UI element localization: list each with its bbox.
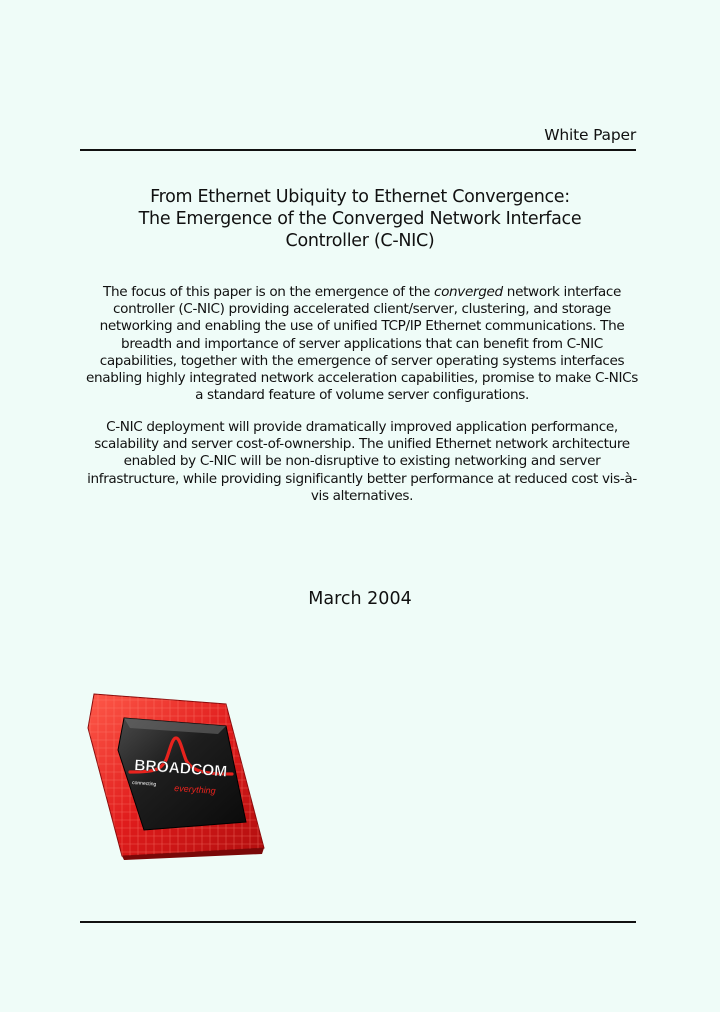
abstract-p1-emphasis: converged xyxy=(433,284,503,300)
broadcom-chip-logo xyxy=(86,688,268,860)
abstract-p1-start: The focus of this paper is on the emergence of the xyxy=(102,284,434,300)
document-type-label: White Paper xyxy=(544,126,636,144)
chip-logo-graphic xyxy=(86,688,268,860)
title-line-1: From Ethernet Ubiquity to Ethernet Convergence: xyxy=(150,187,570,207)
tagline-prefix-text: connecting xyxy=(131,780,157,788)
header-divider xyxy=(80,149,636,151)
broadcom-brand-text: BROADCOM xyxy=(133,757,228,781)
title-line-3: Controller (C-NIC) xyxy=(285,231,435,251)
title-line-2: The Emergence of the Converged Network Interface xyxy=(138,209,582,229)
tagline-main-text: everything xyxy=(173,783,216,796)
paper-title xyxy=(80,186,640,252)
publication-date: March 2004 xyxy=(308,589,412,609)
abstract-p1-end: network interface controller (C-NIC) providing accelerated client/server, clustering, and storage networking and enabling the use of unified TCP/IP Ethernet communications. The breadth and importance of server applications that can benefit from C-NIC capabilities, together with the emergence of server operating systems interfaces enabling highly integrated network acceleration capabilities, promise to make C-NICs a standard feature of volume server configurations. xyxy=(86,284,638,404)
abstract-paragraph-1 xyxy=(84,284,640,404)
abstract-paragraph-2: C-NIC deployment will provide dramatically improved application performance, scalability and server cost-of-ownership. The unified Ethernet network architecture enabled by C-NIC will be non-disruptive to existing networking and server infrastructure, while providing significantly better performance at reduced cost vis-à-vis alternatives. xyxy=(87,419,637,504)
footer-divider xyxy=(80,921,636,923)
